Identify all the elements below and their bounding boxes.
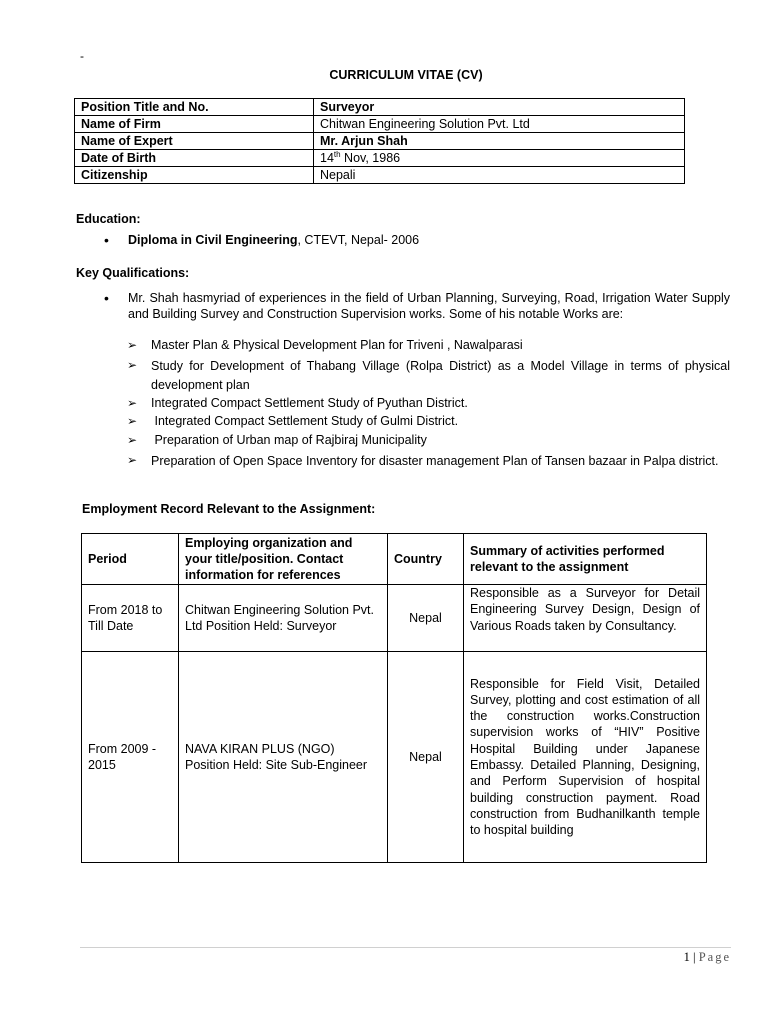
- column-header-period: Period: [82, 534, 179, 585]
- page-footer: [600, 949, 731, 965]
- dob-value: [314, 150, 685, 167]
- work-item: Integrated Compact Settlement Study of Gulmi District.: [151, 414, 459, 428]
- bullet-icon: •: [104, 290, 109, 306]
- employment-table: [81, 533, 707, 863]
- table-row: [82, 585, 707, 652]
- work-item: Integrated Compact Settlement Study of Pyuthan District.: [151, 396, 468, 410]
- period-cell: From 2018 to Till Date: [82, 585, 179, 652]
- organization-name: NAVA KIRAN PLUS (NGO): [185, 741, 335, 756]
- table-row: [82, 652, 707, 863]
- position-label: Position Title and No.: [75, 99, 314, 116]
- dob-suffix: th: [333, 149, 341, 159]
- citizenship-label: Citizenship: [75, 167, 314, 184]
- footer-divider: [80, 947, 731, 948]
- country-cell: Nepal: [388, 585, 464, 652]
- organization-cell: Chitwan Engineering Solution Pvt. Ltd Position Held: Surveyor: [179, 585, 388, 652]
- bullet-icon: •: [104, 232, 109, 248]
- document-title: CURRICULUM VITAE (CV): [329, 68, 483, 82]
- organization-cell: [179, 652, 388, 863]
- arrow-bullet-icon: ➢: [127, 338, 138, 352]
- table-row: [75, 99, 685, 116]
- period-cell: From 2009 - 2015: [82, 652, 179, 863]
- dob-label: Date of Birth: [75, 150, 314, 167]
- education-entry: [128, 232, 419, 248]
- column-header-country: Country: [388, 534, 464, 585]
- dob-day: 14: [320, 151, 334, 165]
- personal-info-table: [74, 98, 685, 184]
- position-held: Position Held: Site Sub-Engineer: [185, 758, 368, 772]
- footer-separator: |: [689, 950, 699, 964]
- work-item: Master Plan & Physical Development Plan for Triveni , Nawalparasi: [151, 338, 523, 352]
- work-item: Preparation of Urban map of Rajbiraj Municipality: [151, 433, 427, 447]
- employment-heading: Employment Record Relevant to the Assignment:: [82, 502, 376, 516]
- expert-label: Name of Expert: [75, 133, 314, 150]
- work-item: Study for Development of Thabang Village (Rolpa District) as a Model Village in terms of physical development plan: [151, 359, 730, 392]
- citizenship-value: Nepali: [314, 167, 685, 184]
- table-header-row: [82, 534, 707, 585]
- column-header-summary: Summary of activities performed relevant to the assignment: [464, 534, 707, 585]
- table-row: [75, 133, 685, 150]
- arrow-bullet-icon: ➢: [127, 358, 138, 372]
- firm-value: Chitwan Engineering Solution Pvt. Ltd: [314, 116, 685, 133]
- qualifications-summary: Mr. Shah hasmyriad of experiences in the field of Urban Planning, Surveying, Road, Irrigation Water Supply and Building Survey and Construction Supervision works. Some of his notable Works are:: [128, 291, 730, 321]
- summary-cell: Responsible as a Surveyor for Detail Engineering Survey Design, Design of Various Roads taken by Consultancy.: [464, 585, 707, 652]
- dob-rest: Nov, 1986: [340, 151, 401, 165]
- table-row: [75, 150, 685, 167]
- arrow-bullet-icon: ➢: [127, 453, 138, 467]
- education-degree: Diploma in Civil Engineering: [128, 233, 298, 247]
- work-item: Preparation of Open Space Inventory for disaster management Plan of Tansen bazaar in Palpa district.: [151, 454, 719, 468]
- key-qualifications-heading: Key Qualifications:: [76, 266, 190, 280]
- arrow-bullet-icon: ➢: [127, 396, 138, 410]
- table-row: [75, 116, 685, 133]
- position-value: Surveyor: [314, 99, 685, 116]
- summary-cell: Responsible for Field Visit, Detailed Survey, plotting and cost estimation of all the construction works.Construction supervision works of “HIV” Positive Hospital Building under Japanese Embassy. Detailed Planning, Designing, and Perform Supervision of hospital building construction payment. Road construction from Budhanilkanth temple to hospital building: [464, 652, 707, 863]
- table-row: [75, 167, 685, 184]
- header-mark: -: [80, 49, 84, 63]
- expert-value: Mr. Arjun Shah: [314, 133, 685, 150]
- column-header-organization: Employing organization and your title/position. Contact information for references: [179, 534, 388, 585]
- arrow-bullet-icon: ➢: [127, 414, 138, 428]
- education-details: , CTEVT, Nepal- 2006: [297, 233, 420, 247]
- page-number: 1: [683, 950, 690, 964]
- arrow-bullet-icon: ➢: [127, 433, 138, 447]
- firm-label: Name of Firm: [75, 116, 314, 133]
- education-heading: Education:: [76, 212, 141, 226]
- country-cell: Nepal: [388, 652, 464, 863]
- page-label: Page: [698, 950, 731, 964]
